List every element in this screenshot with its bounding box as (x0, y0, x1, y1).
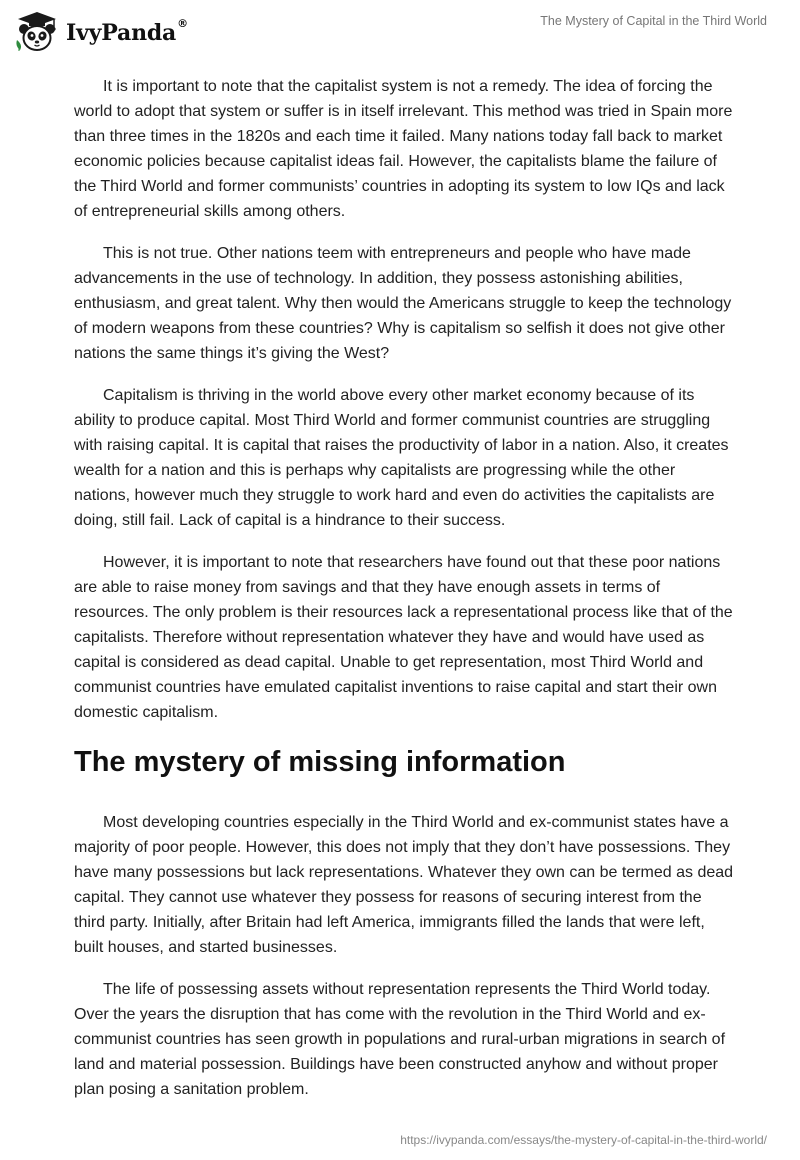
logo-wordmark: IvyPanda® (66, 17, 188, 46)
paragraph: Capitalism is thriving in the world above every other market economy because of its ability to produce capital. Most Third World and former communist countries are struggling with raising capital. It is capital that raises the productivity of labor in a nation. Also, it creates wealth for a nation and this is perhaps why capitalists are progressing while the other nations, however much they struggle to work hard and even do activities the capitalists are doing, still fail. Lack of capital is a hindrance to their success. (74, 387, 729, 529)
paragraph: This is not true. Other nations teem with entrepreneurs and people who have made advancements in the use of technology. In addition, they possess astonishing abilities, enthusiasm, and great talent. Why then would the Americans struggle to keep the technology of modern weapons from these countries? Why is capitalism so selfish it does not give other nations the same things it’s giving the West? (74, 245, 732, 362)
document-title: The Mystery of Capital in the Third World (540, 14, 767, 28)
source-url[interactable]: https://ivypanda.com/essays/the-mystery-of-capital-in-the-third-world/ (400, 1133, 767, 1147)
panda-logo-icon (14, 10, 60, 54)
paragraph: Most developing countries especially in the Third World and ex-communist states have a majority of poor people. However, this does not imply that they don’t have possessions. They have many possessions but lack representations. Whatever they own can be termed as dead capital. They cannot use whatever they possess for reasons of securing interest from the third party. Initially, after Britain had left America, immigrants filled the lands that were left, built houses, and started businesses. (74, 814, 734, 956)
paragraph: It is important to note that the capitalist system is not a remedy. The idea of forcing the world to adopt that system or suffer is in itself irrelevant. This method was tried in Spain more than three times in the 1820s and each time it failed. Many nations today fall back to market economic policies because capitalist ideas fail. However, the capitalists blame the failure of the Third World and former communists’ countries in adopting its system to low IQs and lack of entrepreneurial skills among others. (74, 78, 733, 220)
paragraph: The life of possessing assets without representation represents the Third World today. Over the years the disruption that has come with the revolution in the Third World and ex-communist countries has seen growth in populations and rural-urban migrations in search of land and material possession. Buildings have been constructed anyhow and without proper plan posing a sanitation problem. (74, 981, 726, 1098)
section-heading: The mystery of missing information (74, 746, 566, 778)
paragraph: However, it is important to note that researchers have found out that these poor nations are able to raise money from savings and that they have enough assets in terms of resources. The only problem is their resources lack a representational process like that of the capitalists. Therefore without representation whatever they have and would have used as capital is considered as dead capital. Unable to get representation, most Third World and communist countries have emulated capitalist inventions to raise capital and start their own domestic capitalism. (74, 554, 733, 721)
page-header (0, 0, 800, 70)
essay-content (74, 74, 734, 1119)
ivypanda-logo[interactable] (14, 10, 188, 54)
registered-mark: ® (177, 17, 188, 30)
